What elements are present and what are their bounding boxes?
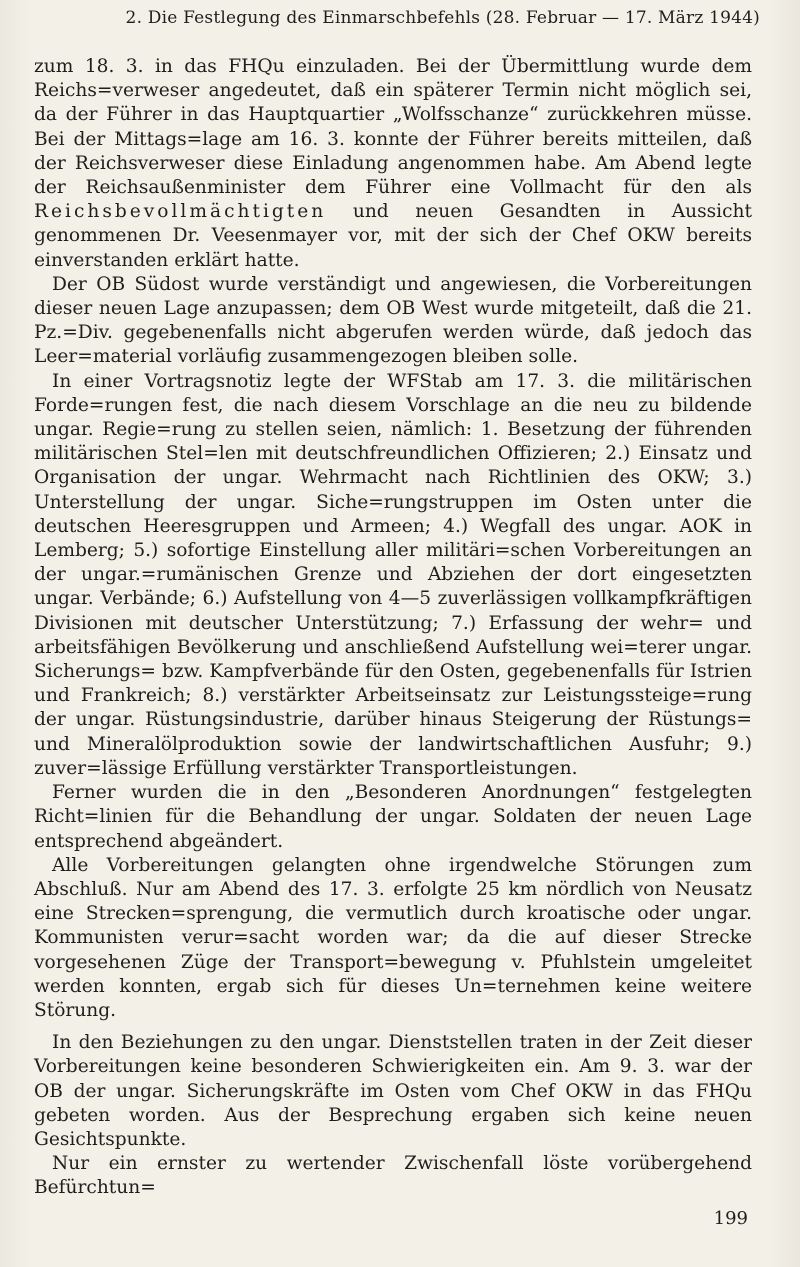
- page-number: 199: [713, 1208, 748, 1229]
- paragraph: Ferner wurden die in den „Besonderen Anordnungen“ festgelegten Richt=linien für die Behandlung der ungar. Soldaten der neuen Lage entsprechend abgeändert.: [34, 782, 752, 852]
- paragraph-last: Nur ein ernster zu wertender Zwischenfall löste vorübergehend Befürchtun=: [34, 1153, 752, 1199]
- paragraph-continuation: zum 18. 3. in das FHQu einzuladen. Bei der Übermittlung wurde dem Reichs=verweser angedeutet, daß ein späterer Termin nicht möglich sei, da der Führer in das Hauptquartier „Wolfsschanze“ zurückkehren müsse. Bei der Mittags=lage am 16. 3. konnte der Führer bereits mitteilen, daß der Reichsverweser diese Einladung angenommen habe. Am Abend legte der Reichsaußenminister dem Führer eine Vollmacht für den als Reichsbevollmächtigten und neuen Gesandten in Aussicht genommenen Dr. Veesenmayer vor, mit der sich der Chef OKW bereits einverstanden erklärt hatte.: [34, 56, 752, 271]
- paragraph: In den Beziehungen zu den ungar. Dienststellen traten in der Zeit dieser Vorbereitungen keine besonderen Schwierigkeiten ein. Am 9. 3. war der OB der ungar. Sicherungskräfte im Osten vom Chef OKW in das FHQu gebeten worden. Aus der Besprechung ergaben sich keine neuen Gesichtspunkte.: [34, 1032, 752, 1150]
- body-text: [34, 55, 752, 1201]
- running-head: 2. Die Festlegung des Einmarschbefehls (28. Februar — 17. März 1944): [125, 8, 760, 28]
- paragraph: Der OB Südost wurde verständigt und angewiesen, die Vorbereitungen dieser neuen Lage anzupassen; dem OB West wurde mitgeteilt, daß die 21. Pz.=Div. gegebenenfalls nicht abgerufen werden würde, daß jedoch das Leer=material vorläufig zusammengezogen bleiben solle.: [34, 273, 752, 368]
- paragraph: In einer Vortragsnotiz legte der WFStab am 17. 3. die militärischen Forde=rungen fest, die nach diesem Vorschlage an die neu zu bildende ungar. Regie=rung zu stellen seien, nämlich: 1. Besetzung der führenden militärischen Stel=len mit deutschfreundlichen Offizieren; 2.) Einsatz und Organisation der ungar. Wehrmacht nach Richtlinien des OKW; 3.) Unterstellung der ungar. Siche=rungstruppen im Osten unter die deutschen Heeresgruppen und Armeen; 4.) Wegfall des ungar. AOK in Lemberg; 5.) sofortige Einstellung aller militäri=schen Vorbereitungen an der ungar.=rumänischen Grenze und Abziehen der dort eingesetzten ungar. Verbände; 6.) Aufstellung von 4—5 zuverlässigen vollkampfkräftigen Divisionen mit deutscher Unterstützung; 7.) Erfassung der wehr= und arbeitsfähigen Bevölkerung und anschließend Aufstellung wei=terer ungar. Sicherungs= bzw. Kampfverbände für den Osten, gegebenenfalls für Istrien und Frankreich; 8.) verstärkter Arbeitseinsatz zur Leistungssteige=rung der ungar. Rüstungsindustrie, darüber hinaus Steigerung der Rüstungs= und Mineralölproduktion sowie der landwirtschaftlichen Ausfuhr; 9.) zuver=lässige Erfüllung verstärkter Transportleistungen.: [34, 370, 752, 779]
- paragraph: Alle Vorbereitungen gelangten ohne irgendwelche Störungen zum Abschluß. Nur am Abend des 17. 3. erfolgte 25 km nördlich von Neusatz eine Strecken=sprengung, die vermutlich durch kroatische oder ungar. Kommunisten verur=sacht worden war; da die auf dieser Strecke vorgesehenen Züge der Transport=bewegung v. Pfuhlstein umgeleitet werden konnten, ergab sich für dieses Un=ternehmen keine weitere Störung.: [34, 854, 752, 1021]
- emphasis-term: Reichsbevollmächtigten: [34, 201, 327, 223]
